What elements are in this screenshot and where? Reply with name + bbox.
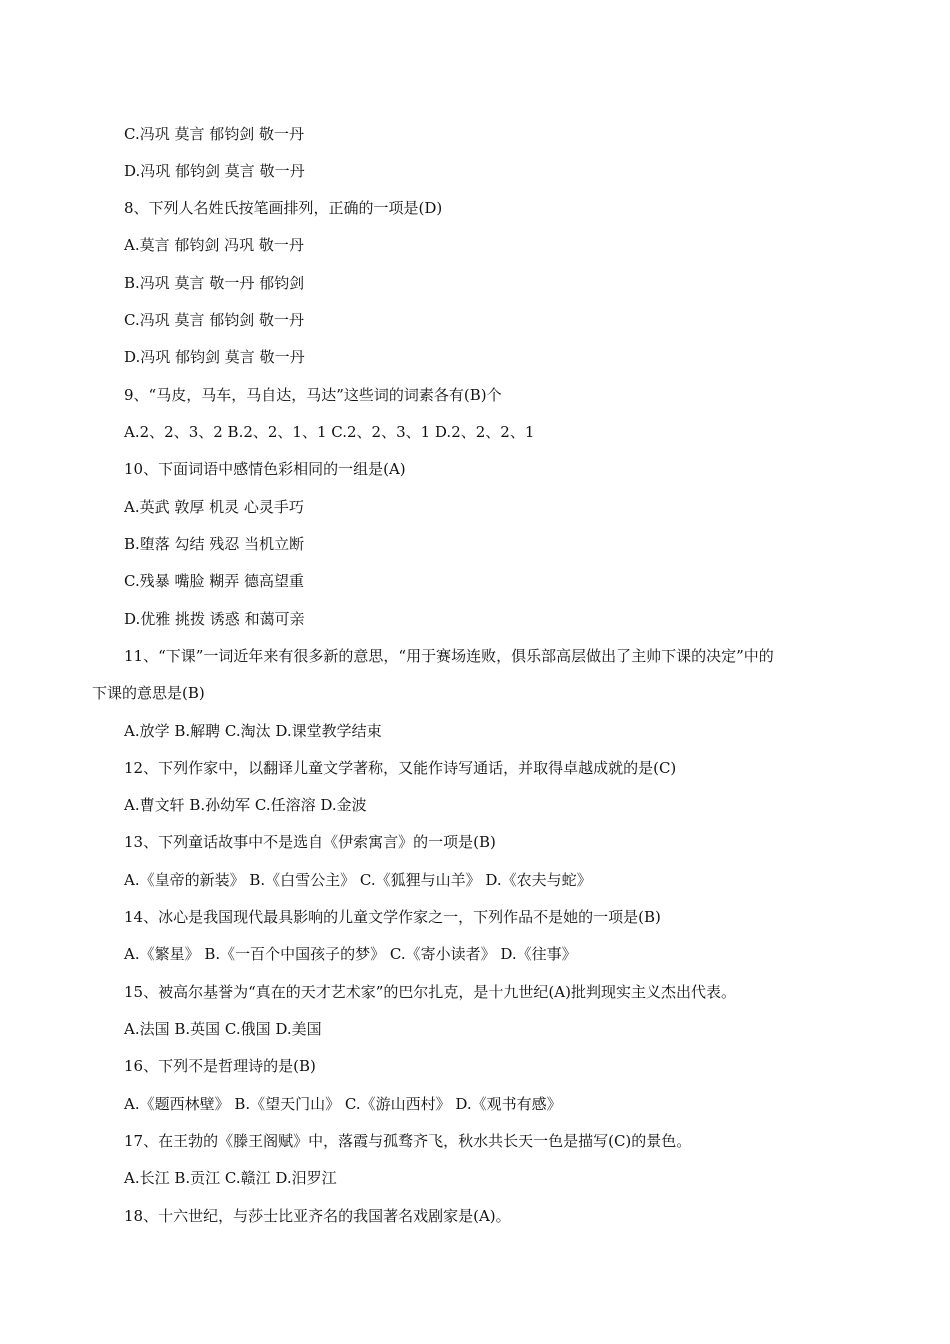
question-line: 16、下列不是哲理诗的是(B) xyxy=(124,1057,316,1075)
question-line: 18、十六世纪，与莎士比亚齐名的我国著名戏剧家是(A)。 xyxy=(124,1207,511,1225)
question-line: 14、冰心是我国现代最具影响的儿童文学作家之一，下列作品不是她的一项是(B) xyxy=(124,908,661,926)
option-line: D.冯巩 郁钧剑 莫言 敬一丹 xyxy=(124,162,305,180)
option-line: B.堕落 勾结 残忍 当机立断 xyxy=(124,535,305,553)
option-line: A.英武 敦厚 机灵 心灵手巧 xyxy=(124,498,304,516)
question-line: 15、被高尔基誉为“真在的天才艺术家”的巴尔扎克，是十九世纪(A)批判现实主义杰出代表。 xyxy=(124,983,736,1001)
question-line: 9、“马皮，马车，马自达，马达”这些词的词素各有(B)个 xyxy=(124,386,502,404)
option-line: A.《皇帝的新装》 B.《白雪公主》 C.《狐狸与山羊》 D.《农夫与蛇》 xyxy=(124,871,592,889)
option-line: A.长江 B.贡江 C.赣江 D.汨罗江 xyxy=(124,1169,337,1187)
option-line: D.冯巩 郁钧剑 莫言 敬一丹 xyxy=(124,348,305,366)
question-line: 12、下列作家中，以翻译儿童文学著称，又能作诗写通话，并取得卓越成就的是(C) xyxy=(124,759,677,777)
question-line: 13、下列童话故事中不是选自《伊索寓言》的一项是(B) xyxy=(124,833,496,851)
option-line: A.法国 B.英国 C.俄国 D.美国 xyxy=(124,1020,322,1038)
option-line: A.莫言 郁钧剑 冯巩 敬一丹 xyxy=(124,236,304,254)
option-line: A.放学 B.解聘 C.淘汰 D.课堂教学结束 xyxy=(124,722,382,740)
question-line: 10、下面词语中感情色彩相同的一组是(A) xyxy=(124,460,406,478)
option-line: A.2、2、3、2 B.2、2、1、1 C.2、2、3、1 D.2、2、2、1 xyxy=(124,423,535,441)
option-line: A.《题西林壁》 B.《望天门山》 C.《游山西村》 D.《观书有感》 xyxy=(124,1095,562,1113)
option-line: D.优雅 挑拨 诱惑 和蔼可亲 xyxy=(124,610,305,628)
option-line: C.残暴 嘴脸 糊弄 德高望重 xyxy=(124,572,305,590)
question-line: 8、下列人名姓氏按笔画排列，正确的一项是(D) xyxy=(124,199,443,217)
option-line: B.冯巩 莫言 敬一丹 郁钧剑 xyxy=(124,274,305,292)
option-line: C.冯巩 莫言 郁钧剑 敬一丹 xyxy=(124,311,305,329)
question-continuation-line: 下课的意思是(B) xyxy=(92,684,205,702)
option-line: A.《繁星》 B.《一百个中国孩子的梦》 C.《寄小读者》 D.《往事》 xyxy=(124,945,577,963)
question-line: 17、在王勃的《滕王阁赋》中，落霞与孤骛齐飞，秋水共长天一色是描写(C)的景色。 xyxy=(124,1132,692,1150)
option-line: A.曹文轩 B.孙幼军 C.任溶溶 D.金波 xyxy=(124,796,367,814)
option-line: C.冯巩 莫言 郁钧剑 敬一丹 xyxy=(124,125,305,143)
question-line: 11、“下课”一词近年来有很多新的意思，“用于赛场连败，俱乐部高层做出了主帅下课的决定”中的 xyxy=(124,647,774,665)
